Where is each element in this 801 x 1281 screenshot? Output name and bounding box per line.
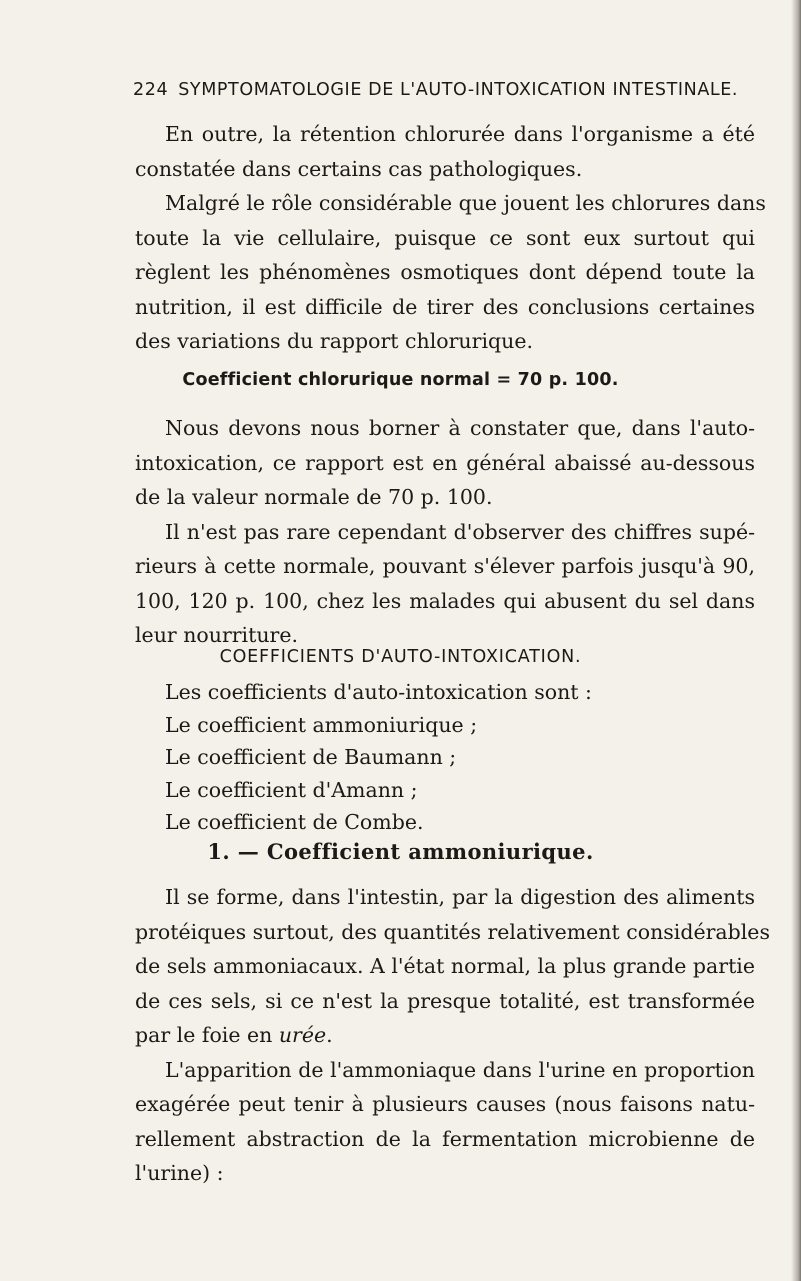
paragraph-ammoniaque <box>135 1053 755 1191</box>
subheading-ammoniurique: 1. — Coefficient ammoniurique. <box>207 839 594 864</box>
paragraph-line: rellement abstraction de la fermentation microbienne de <box>135 1126 755 1151</box>
paragraph-line: leur nourriture. <box>135 623 298 647</box>
italic-uree: urée <box>278 1023 327 1047</box>
paragraph-line: Il n'est pas rare cependant d'observer des chiffres supé- <box>165 519 755 544</box>
paragraph-line: En outre, la rétention chlorurée dans l'organisme a été <box>165 122 755 146</box>
body-text-block-3 <box>135 880 770 1191</box>
paragraph-line: l'urine) : <box>135 1161 224 1185</box>
paragraph-line: des variations du rapport chlorurique. <box>135 329 533 353</box>
paragraph-line: de ces sels, si ce n'est la presque totalité, est transformée <box>135 988 755 1013</box>
paragraph-line: intoxication, ce rapport est en général abaissé au-dessous <box>135 450 755 475</box>
section-heading: COEFFICIENTS D'AUTO-INTOXICATION. <box>219 647 582 667</box>
list-item: Le coefficient ammoniurique ; <box>165 712 478 737</box>
line-fragment: par le foie en <box>135 1023 279 1047</box>
paragraph-line: toute la vie cellulaire, puisque ce sont eux surtout qui <box>135 225 755 250</box>
running-header <box>133 80 763 100</box>
paragraph-line: règlent les phénomènes osmotiques dont dépend toute la <box>135 260 755 284</box>
running-title: SYMPTOMATOLOGIE DE L'AUTO-INTOXICATION INTESTINALE. <box>178 80 739 100</box>
paragraph-line: protéiques surtout, des quantités relativement considérables <box>135 919 770 944</box>
list-item: Le coefficient d'Amann ; <box>165 777 418 802</box>
paragraph-line: L'apparition de l'ammoniaque dans l'urine en proportion <box>165 1057 755 1082</box>
list-item: Le coefficient de Baumann ; <box>165 745 457 769</box>
paragraph-line: exagérée peut tenir à plusieurs causes (nous faisons natu- <box>135 1092 755 1116</box>
line-fragment: . <box>326 1023 333 1047</box>
paragraph-line: Il se forme, dans l'intestin, par la digestion des aliments <box>165 885 755 909</box>
paragraph-line: nutrition, il est difficile de tirer des conclusions certaines <box>135 294 755 319</box>
list-intro: Les coefficients d'auto-intoxication sont : <box>165 680 592 704</box>
body-text-block-2 <box>135 411 755 653</box>
paragraph-line <box>135 1018 755 1053</box>
paragraph-line: de la valeur normale de 70 p. 100. <box>135 485 493 509</box>
paragraph-line: Malgré le rôle considérable que jouent les chlorures dans <box>165 191 766 215</box>
paragraph-retention <box>135 117 755 186</box>
coefficients-list <box>165 676 592 839</box>
list-item: Le coefficient de Combe. <box>165 810 424 834</box>
page-number: 224 <box>133 80 169 100</box>
paragraph-line: rieurs à cette normale, pouvant s'élever parfois jusqu'à 90, <box>135 554 755 578</box>
paragraph-line: de sels ammoniacaux. A l'état normal, la plus grande partie <box>135 954 755 978</box>
formula-normal-coefficient: Coefficient chlorurique normal = 70 p. 100. <box>182 370 619 390</box>
page-edge-shadow <box>791 0 801 1281</box>
paragraph-superieurs <box>135 515 755 653</box>
paragraph-sels-ammoniacaux <box>135 880 770 1053</box>
paragraph-abaisse <box>135 411 755 515</box>
body-text-block-1 <box>135 117 766 359</box>
paragraph-line: Nous devons nous borner à constater que, dans l'auto- <box>165 416 755 440</box>
paragraph-chlorures <box>135 186 766 359</box>
paragraph-line: 100, 120 p. 100, chez les malades qui abusent du sel dans <box>135 588 755 613</box>
paragraph-line: constatée dans certains cas pathologiques. <box>135 156 583 181</box>
